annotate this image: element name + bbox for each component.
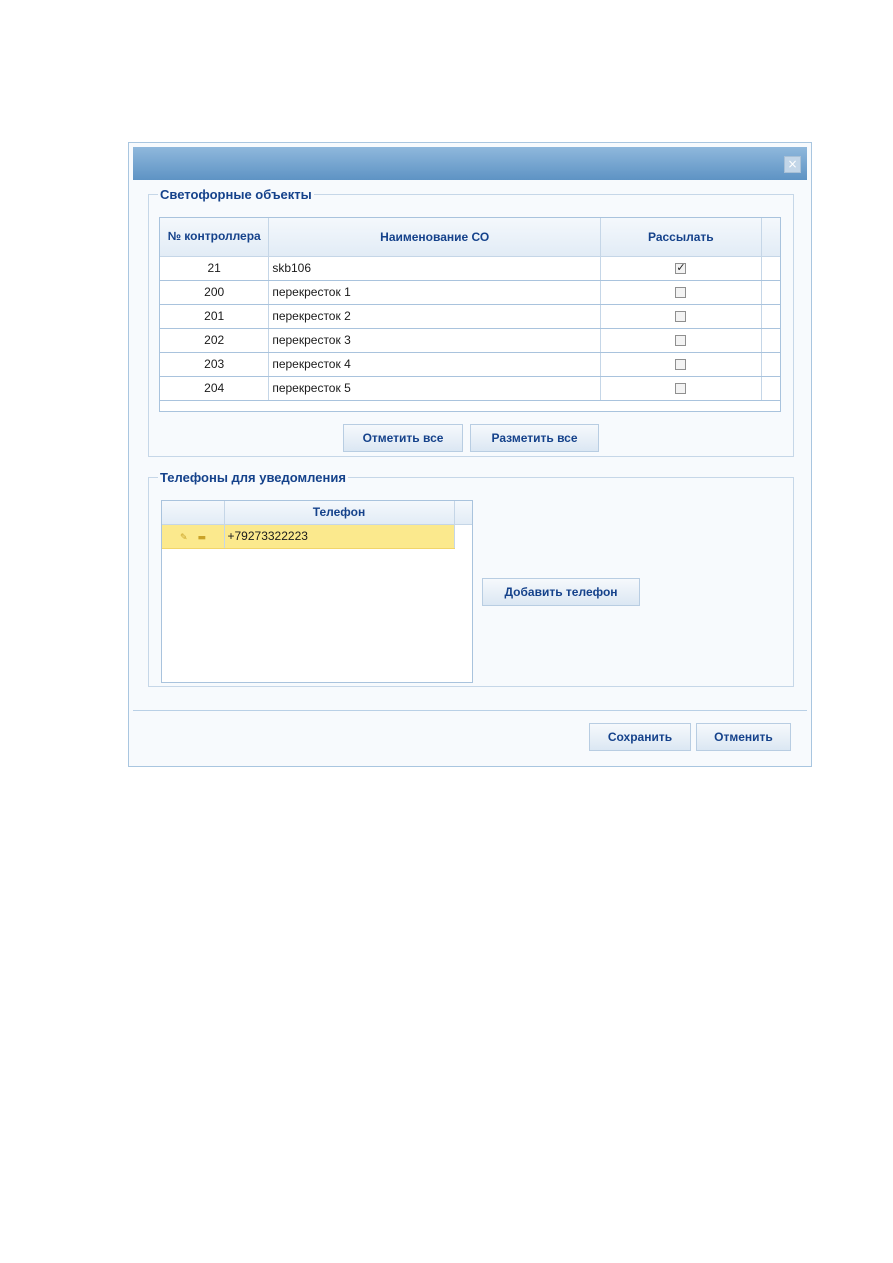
table-row[interactable] — [160, 328, 780, 352]
column-header-spacer — [454, 501, 472, 524]
cell-object-name: skb106 — [269, 256, 601, 280]
column-header-phone[interactable]: Телефон — [224, 501, 454, 524]
column-header-send[interactable]: Рассылать — [601, 218, 762, 256]
cell-send — [601, 256, 762, 280]
cell-controller-number: 203 — [160, 352, 269, 376]
table-row[interactable] — [160, 352, 780, 376]
cell-send — [601, 376, 762, 400]
cell-object-name: перекресток 2 — [269, 304, 601, 328]
cell-send — [601, 280, 762, 304]
save-button[interactable]: Сохранить — [589, 723, 691, 751]
cell-controller-number: 200 — [160, 280, 269, 304]
cell-object-name: перекресток 5 — [269, 376, 601, 400]
phones-table — [162, 501, 472, 549]
cell-actions — [162, 524, 224, 548]
close-icon[interactable]: × — [784, 156, 801, 173]
check-all-button[interactable]: Отметить все — [343, 424, 463, 452]
dialog-titlebar[interactable] — [133, 147, 807, 180]
cell-spacer — [761, 328, 780, 352]
cancel-button[interactable]: Отменить — [696, 723, 791, 751]
dialog-window — [128, 142, 812, 767]
column-header-name[interactable]: Наименование СО — [269, 218, 601, 256]
send-checkbox[interactable] — [675, 335, 686, 346]
cell-spacer — [761, 304, 780, 328]
cell-object-name: перекресток 3 — [269, 328, 601, 352]
table-row[interactable] — [162, 524, 472, 548]
send-checkbox[interactable] — [675, 383, 686, 394]
cell-object-name: перекресток 1 — [269, 280, 601, 304]
table-row[interactable] — [160, 256, 780, 280]
column-header-actions — [162, 501, 224, 524]
cell-controller-number: 201 — [160, 304, 269, 328]
objects-fieldset — [148, 187, 794, 457]
cell-send — [601, 328, 762, 352]
table-row[interactable] — [160, 304, 780, 328]
column-header-spacer — [761, 218, 780, 256]
phones-fieldset — [148, 470, 794, 687]
cell-controller-number: 202 — [160, 328, 269, 352]
cell-send — [601, 304, 762, 328]
cell-object-name: перекресток 4 — [269, 352, 601, 376]
cell-controller-number: 204 — [160, 376, 269, 400]
table-row[interactable] — [160, 376, 780, 400]
add-phone-button[interactable]: Добавить телефон — [482, 578, 640, 606]
send-checkbox[interactable] — [675, 311, 686, 322]
cell-spacer — [761, 376, 780, 400]
cell-send — [601, 352, 762, 376]
send-checkbox[interactable] — [675, 359, 686, 370]
objects-table — [160, 218, 780, 401]
column-header-controller[interactable]: № контроллера — [160, 218, 269, 256]
cell-spacer — [761, 280, 780, 304]
cell-spacer — [761, 256, 780, 280]
send-checkbox[interactable] — [675, 263, 686, 274]
objects-grid — [159, 217, 781, 412]
cell-spacer — [761, 352, 780, 376]
send-checkbox[interactable] — [675, 287, 686, 298]
cell-spacer — [454, 524, 472, 548]
footer-divider — [133, 710, 807, 711]
trash-icon[interactable]: ▬ — [197, 533, 206, 543]
objects-legend: Светофорные объекты — [160, 187, 312, 202]
uncheck-all-button[interactable]: Разметить все — [470, 424, 599, 452]
cell-controller-number: 21 — [160, 256, 269, 280]
cell-phone: +79273322223 — [224, 524, 454, 548]
phones-legend: Телефоны для уведомления — [160, 470, 346, 485]
pencil-icon[interactable]: ✎ — [179, 533, 188, 543]
phones-grid — [161, 500, 473, 683]
table-row[interactable] — [160, 280, 780, 304]
